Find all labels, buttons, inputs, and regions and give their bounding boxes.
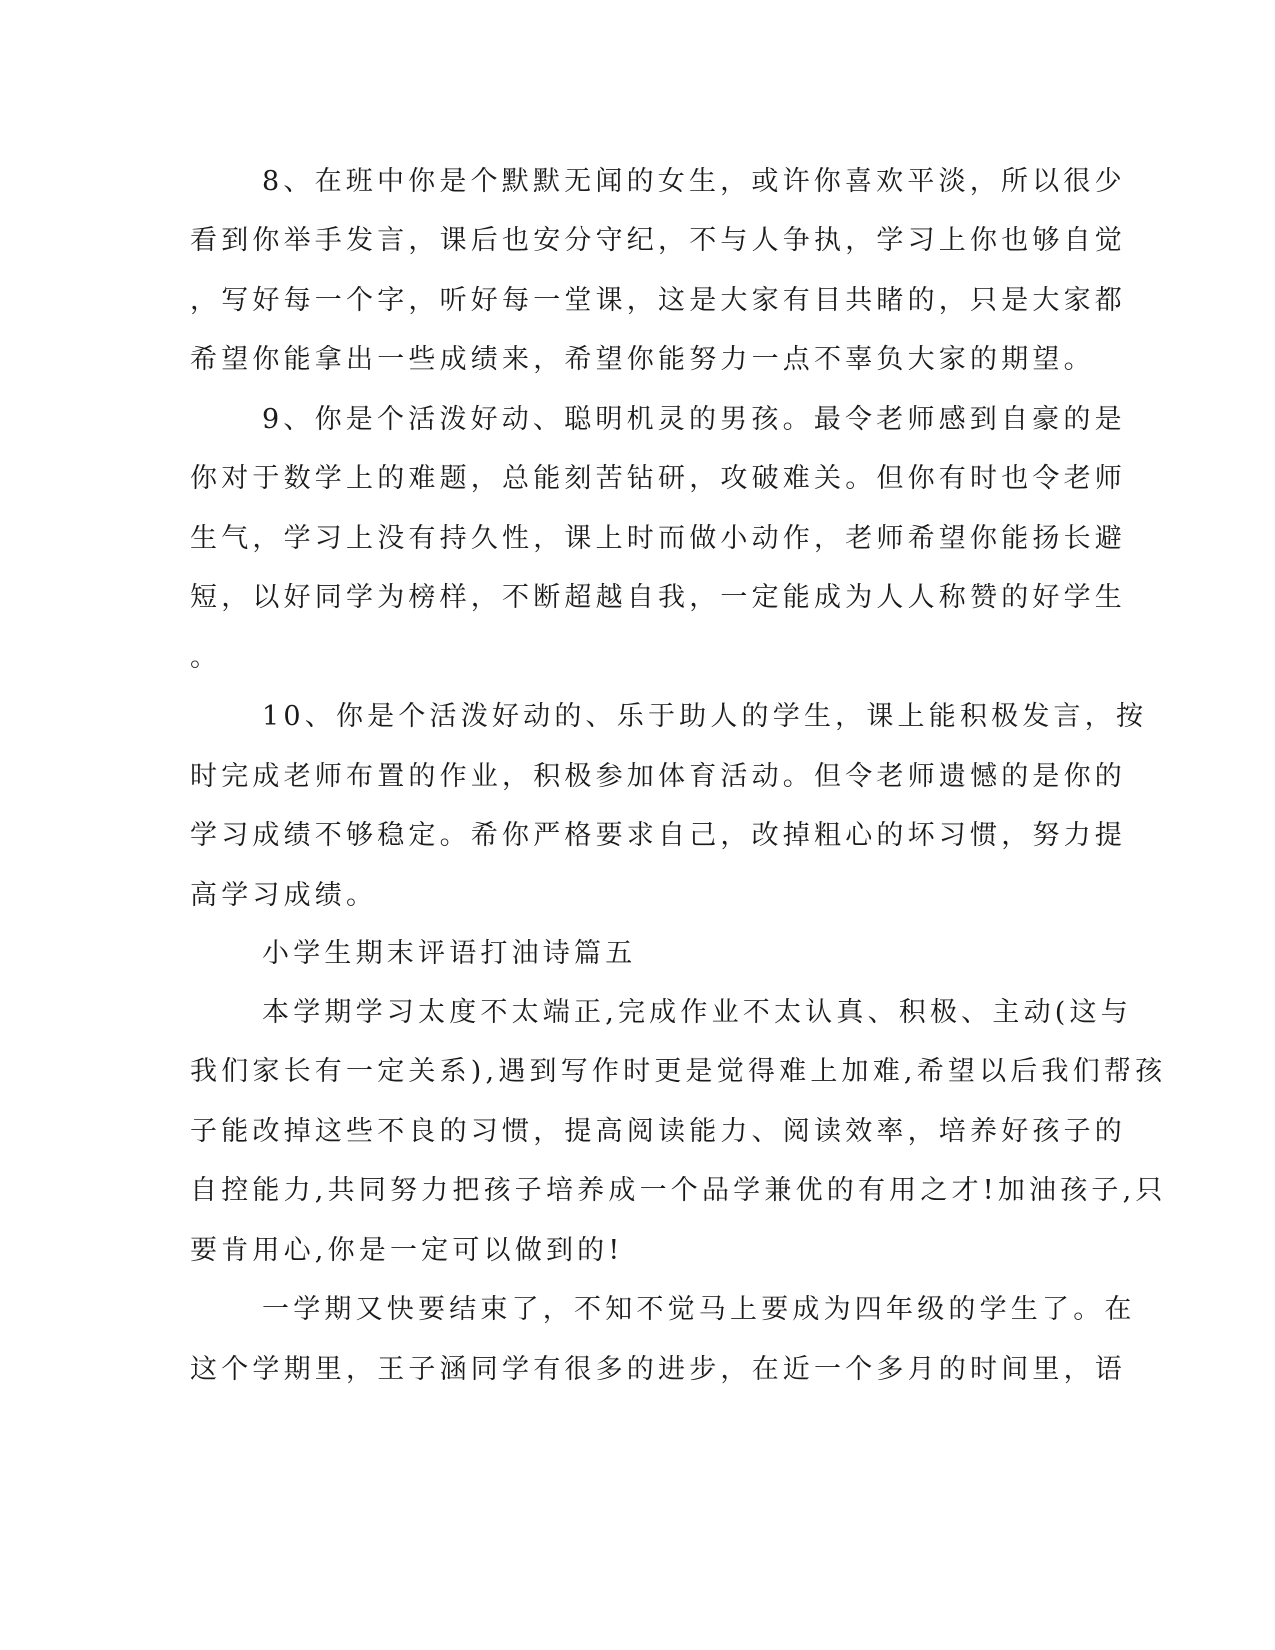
text-line: 这个学期里，王子涵同学有很多的进步，在近一个多月的时间里，语 <box>190 1354 1126 1385</box>
text-line: 我们家长有一定关系),遇到写作时更是觉得难上加难,希望以后我们帮孩 <box>190 1056 1167 1087</box>
text-line: 你对于数学上的难题，总能刻苦钻研，攻破难关。但你有时也令老师 <box>190 463 1126 494</box>
text-line: 。 <box>190 642 222 673</box>
text-line: 本学期学习太度不太端正,完成作业不太认真、积极、主动(这与 <box>262 997 1132 1028</box>
text-line: 子能改掉这些不良的习惯，提高阅读能力、阅读效率，培养好孩子的 <box>190 1116 1126 1147</box>
section-heading: 小学生期末评语打油诗篇五 <box>262 938 637 969</box>
text-line: 10、你是个活泼好动的、乐于助人的学生，课上能积极发言，按 <box>262 701 1148 732</box>
text-line: 学习成绩不够稳定。希你严格要求自己，改掉粗心的坏习惯，努力提 <box>190 820 1126 851</box>
text-line: 希望你能拿出一些成绩来，希望你能努力一点不辜负大家的期望。 <box>190 344 1095 375</box>
text-line: ，写好每一个字，听好每一堂课，这是大家有目共睹的，只是大家都 <box>190 285 1126 316</box>
text-line: 自控能力,共同努力把孩子培养成一个品学兼优的有用之才!加油孩子,只 <box>190 1175 1167 1206</box>
text-line: 8、在班中你是个默默无闻的女生，或许你喜欢平淡，所以很少 <box>262 166 1126 197</box>
text-line: 9、你是个活泼好动、聪明机灵的男孩。最令老师感到自豪的是 <box>262 404 1126 435</box>
text-line: 看到你举手发言，课后也安分守纪，不与人争执，学习上你也够自觉 <box>190 225 1126 256</box>
text-line: 时完成老师布置的作业，积极参加体育活动。但令老师遗憾的是你的 <box>190 761 1126 792</box>
text-line: 高学习成绩。 <box>190 880 378 911</box>
text-line: 短，以好同学为榜样，不断超越自我，一定能成为人人称赞的好学生 <box>190 582 1126 613</box>
text-line: 要肯用心,你是一定可以做到的! <box>190 1235 624 1266</box>
text-line: 一学期又快要结束了，不知不觉马上要成为四年级的学生了。在 <box>262 1294 1136 1325</box>
text-line: 生气，学习上没有持久性，课上时而做小动作，老师希望你能扬长避 <box>190 523 1126 554</box>
